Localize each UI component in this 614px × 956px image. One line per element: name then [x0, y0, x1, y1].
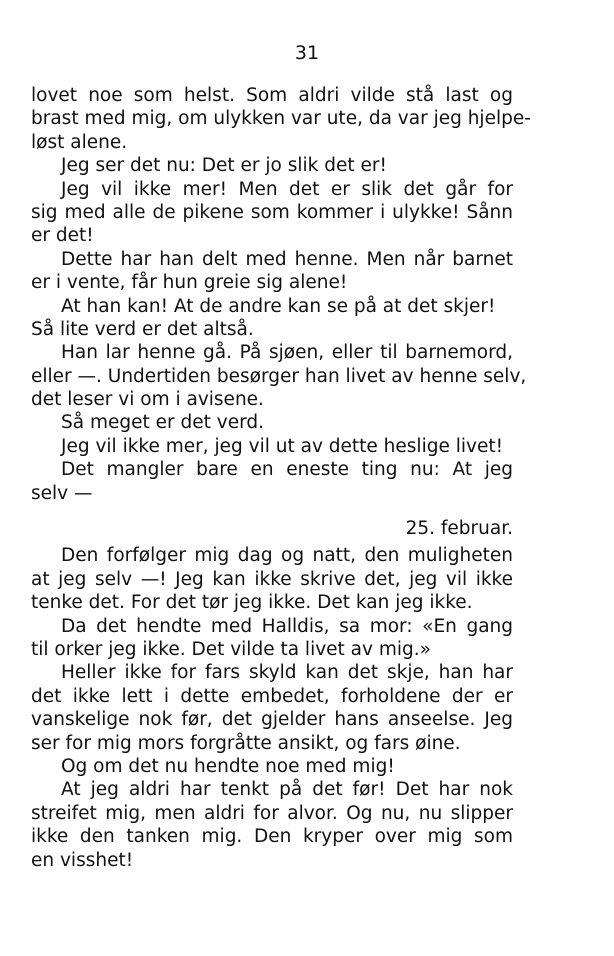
text-line: ikke den tanken mig. Den kryper over mig som: [31, 826, 513, 848]
text-line: Jeg vil ikke mer, jeg vil ut av dette heslige livet!: [61, 435, 503, 457]
body-text: [31, 84, 531, 872]
text-line: brast med mig, om ulykken var ute, da var jeg hjelpe-: [31, 108, 531, 130]
text-line: tenke det. For det tør jeg ikke. Det kan jeg ikke.: [31, 592, 473, 614]
text-line: Dette har han delt med henne. Men når barnet: [61, 248, 513, 270]
text-line: Så lite verd er det altså.: [31, 318, 254, 340]
text-line: det ikke lett i dette embedet, forholdene der er: [31, 685, 513, 707]
text-line: At jeg aldri har tenkt på det før! Det har nok: [61, 779, 513, 801]
text-line: Jeg ser det nu: Det er jo slik det er!: [61, 155, 387, 177]
text-line: en visshet!: [31, 849, 134, 871]
text-line: streifet mig, men aldri for alvor. Og nu, nu slipper: [31, 802, 513, 824]
text-line: at jeg selv —! Jeg kan ikke skrive det, jeg vil ikke: [31, 568, 513, 590]
text-line: ser for mig mors forgråtte ansikt, og fars øine.: [31, 732, 461, 754]
text-line: Han lar henne gå. På sjøen, eller til barnemord,: [61, 342, 513, 364]
text-line: sig med alle de pikene som kommer i ulykke! Sånn: [31, 201, 513, 223]
text-line: Den forfølger mig dag og natt, den muligheten: [61, 545, 513, 567]
text-line: At han kan! At de andre kan se på at det skjer!: [61, 295, 496, 317]
entry-date: 25. februar.: [405, 518, 513, 540]
text-line: Jeg vil ikke mer! Men det er slik det går for: [61, 178, 513, 200]
text-line: Da det hendte med Halldis, sa mor: «En gang: [61, 615, 513, 637]
text-line: løst alene.: [31, 131, 128, 153]
text-line: Heller ikke for fars skyld kan det skje, han har: [61, 662, 513, 684]
text-line: Det mangler bare en eneste ting nu: At jeg: [61, 459, 513, 481]
text-line: er det!: [31, 225, 94, 247]
text-line: er i vente, får hun greie sig alene!: [31, 272, 348, 294]
text-line: det leser vi om i avisene.: [31, 389, 264, 411]
text-line: eller —. Undertiden besørger han livet av henne selv,: [31, 365, 527, 387]
text-line: selv —: [31, 482, 93, 504]
text-line: lovet noe som helst. Som aldri vilde stå last og: [31, 85, 513, 106]
text-line: Og om det nu hendte noe med mig!: [61, 755, 395, 777]
text-line: Så meget er det verd.: [61, 412, 264, 434]
text-line: til orker jeg ikke. Det vilde ta livet av mig.»: [31, 638, 431, 660]
page-number: 31: [294, 42, 320, 64]
text-line: vanskelige nok før, det gjelder hans anseelse. Jeg: [31, 709, 513, 731]
